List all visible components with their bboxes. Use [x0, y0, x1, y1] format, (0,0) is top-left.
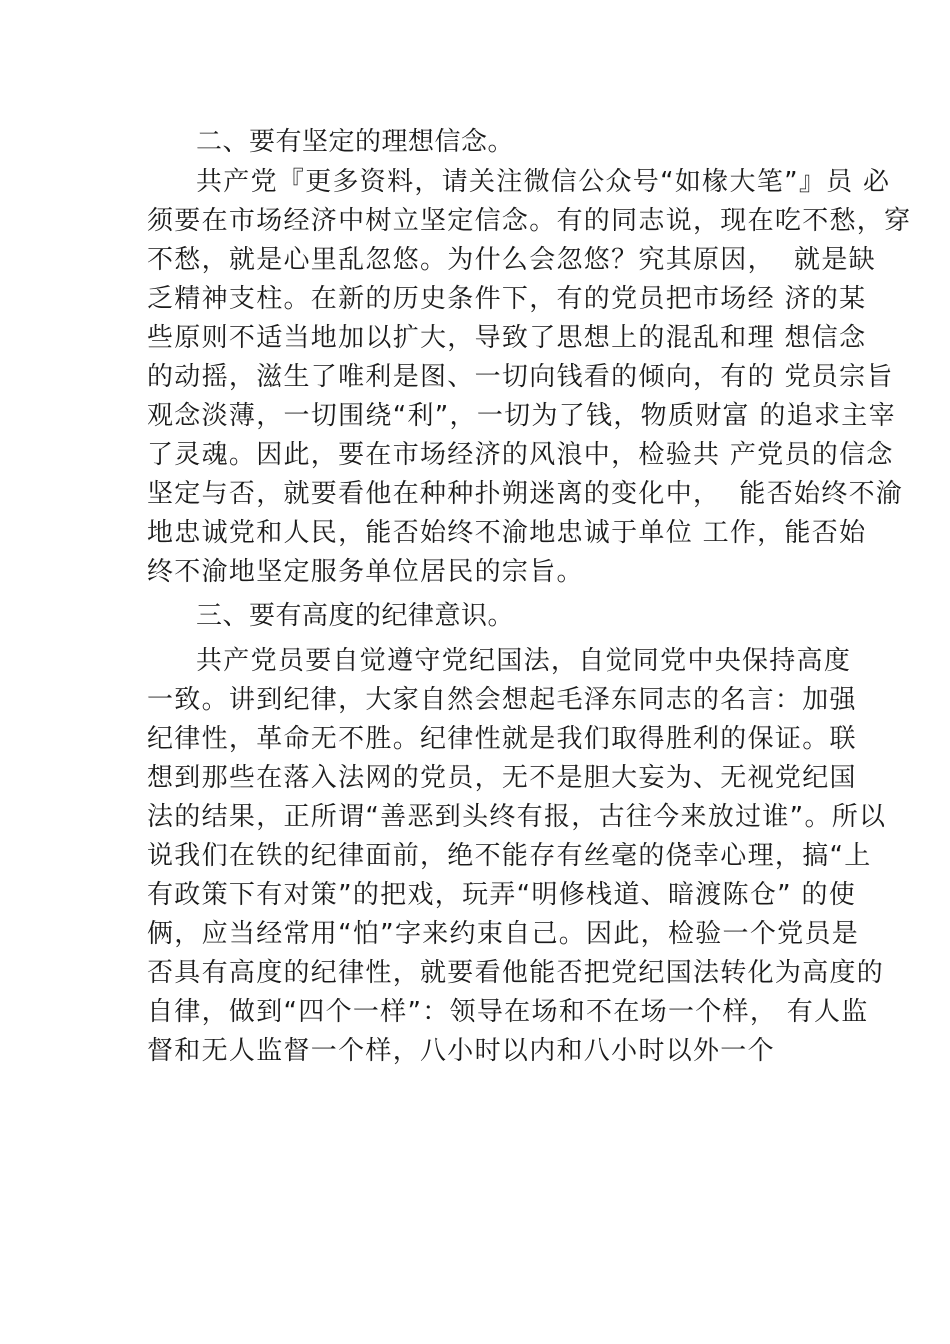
paragraph-line: 否具有高度的纪律性，就要看他能否把党纪国法转化为高度的: [147, 958, 885, 988]
paragraph-line: 的动摇，滋生了唯利是图、一切向钱看的倾向，有的 党员宗旨: [147, 362, 894, 392]
paragraph-line: 些原则不适当地加以扩大，导致了思想上的混乱和理 想信念: [147, 323, 867, 353]
paragraph-line: 坚定与否，就要看他在种种扑朔迷离的变化中， 能否始终不渝: [147, 479, 904, 509]
paragraph-line: 了灵魂。因此，要在市场经济的风浪中，检验共 产党员的信念: [147, 440, 894, 470]
paragraph-line: 督和无人监督一个样，八小时以内和八小时以外一个: [147, 1036, 775, 1066]
paragraph-line: 乏精神支柱。在新的历史条件下，有的党员把市场经 济的某: [147, 284, 867, 314]
paragraph-line: 想到那些在落入法网的党员，无不是胆大妄为、无视党纪国: [147, 763, 857, 793]
paragraph-line: 共产党『更多资料，请关注微信公众号“如椽大笔”』员 必: [196, 167, 891, 197]
paragraph-line: 纪律性，革命无不胜。纪律性就是我们取得胜利的保证。联: [147, 724, 857, 754]
paragraph-line: 一致。讲到纪律，大家自然会想起毛泽东同志的名言：加强: [147, 685, 857, 715]
paragraph-line: 观念淡薄，一切围绕“利”，一切为了钱，物质财富 的追求主宰: [147, 401, 896, 431]
paragraph-line: 不愁，就是心里乱忽悠。为什么会忽悠？究其原因， 就是缺: [147, 245, 876, 275]
section-heading-discipline: 三、要有高度的纪律意识。: [196, 601, 515, 631]
paragraph-line: 有政策下有对策”的把戏，玩弄“明修栈道、暗渡陈仓” 的使: [147, 880, 857, 910]
paragraph-line: 法的结果，正所谓“善恶到头终有报，古往今来放过谁”。所以: [147, 802, 887, 832]
paragraph-line: 地忠诚党和人民，能否始终不渝地忠诚于单位 工作，能否始: [147, 518, 867, 548]
section-heading-ideals: 二、要有坚定的理想信念。: [196, 127, 515, 157]
paragraph-line: 俩，应当经常用“怕”字来约束自己。因此，检验一个党员是: [147, 919, 860, 949]
paragraph-line: 终不渝地坚定服务单位居民的宗旨。: [147, 557, 584, 587]
paragraph-line: 共产党员要自觉遵守党纪国法，自觉同党中央保持高度: [196, 646, 852, 676]
paragraph-line: 自律，做到“四个一样”：领导在场和不在场一个样， 有人监: [147, 997, 869, 1027]
paragraph-line: 须要在市场经济中树立坚定信念。有的同志说，现在吃不愁，穿: [147, 206, 912, 236]
paragraph-line: 说我们在铁的纪律面前，绝不能存有丝毫的侥幸心理，搞“上: [147, 841, 872, 871]
